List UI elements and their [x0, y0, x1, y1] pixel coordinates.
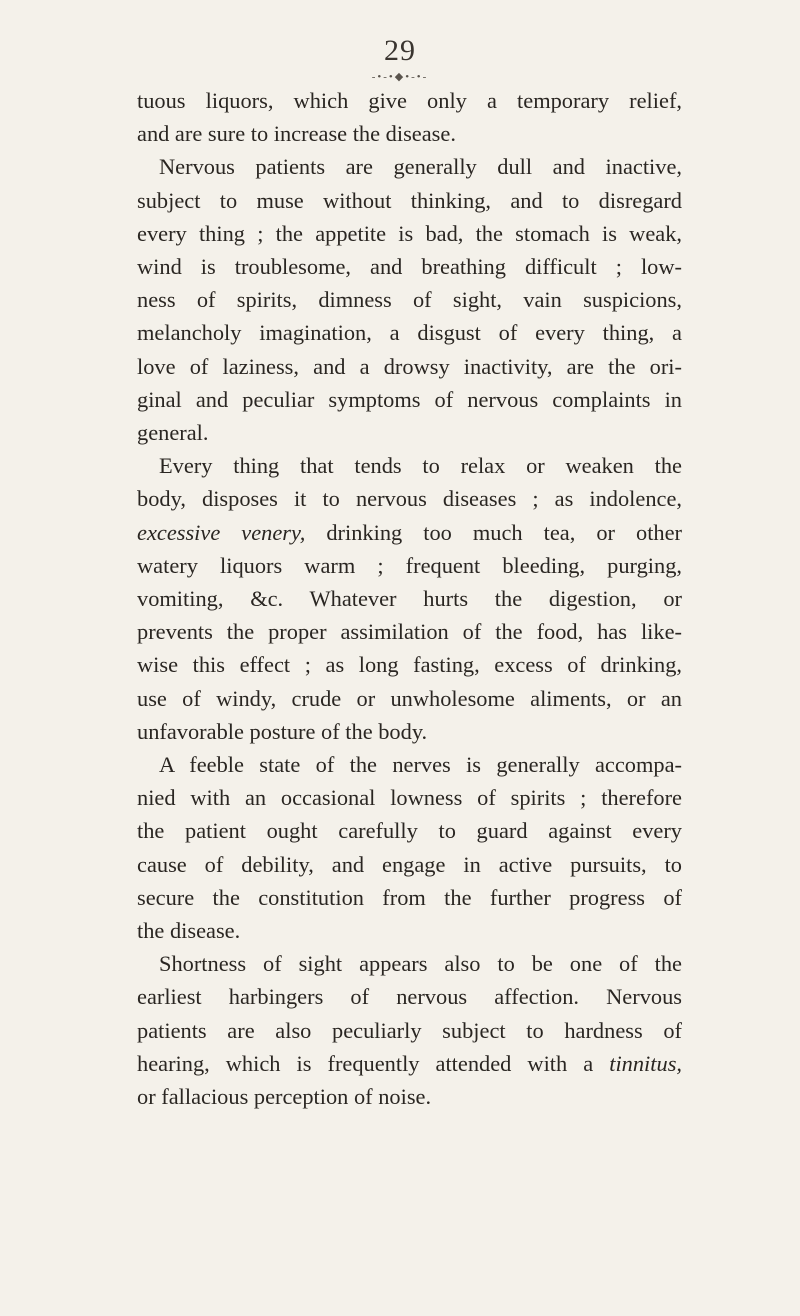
text-line: the patient ought carefully to guard against every [137, 818, 682, 844]
text-line: Shortness of sight appears also to be one of the [159, 951, 682, 977]
text-line: body, disposes it to nervous diseases ; as indolence, [137, 486, 682, 512]
text-line: unfavorable posture of the body. [137, 718, 428, 744]
text-line: ginal and peculiar symptoms of nervous complaints in [137, 386, 682, 412]
text-line: patients are also peculiarly subject to hardness of [137, 1017, 682, 1043]
text-line: prevents the proper assimilation of the food, has like- [137, 619, 682, 645]
text-line: the disease. [137, 918, 241, 944]
text-line [137, 1047, 682, 1080]
text-line: general. [137, 420, 209, 446]
italic-phrase: tinnitus, [609, 1050, 682, 1076]
italic-phrase: excessive venery, [137, 519, 306, 545]
text-line: love of laziness, and a drowsy inactivity, are the ori- [137, 353, 682, 379]
page-number: 29 [384, 34, 416, 67]
text-line: secure the constitution from the further progress of [137, 884, 682, 910]
text-line: and are sure to increase the disease. [137, 121, 456, 147]
text-line: nied with an occasional lowness of spirits ; therefore [137, 785, 682, 811]
text-line: ness of spirits, dimness of sight, vain suspicions, [137, 287, 682, 313]
text-line: Nervous patients are generally dull and inactive, [159, 154, 682, 180]
text-line: earliest harbingers of nervous affection. Nervous [137, 984, 682, 1010]
text-line: or fallacious perception of noise. [137, 1084, 432, 1110]
text-line: tuous liquors, which give only a temporary relief, [137, 88, 682, 113]
text-line: watery liquors warm ; frequent bleeding, purging, [137, 552, 682, 578]
text-line [137, 516, 682, 549]
text-line: melancholy imagination, a disgust of every thing, a [137, 320, 682, 346]
text-line: Every thing that tends to relax or weaken the [159, 453, 682, 479]
text-segment: drinking too much tea, or other [305, 519, 683, 545]
text-line: every thing ; the appetite is bad, the stomach is weak, [137, 220, 682, 246]
text-line: wise this effect ; as long fasting, excess of drinking, [137, 652, 682, 678]
body-text [137, 84, 682, 1113]
text-line: use of windy, crude or unwholesome aliments, or an [137, 685, 682, 711]
text-line: cause of debility, and engage in active pursuits, to [137, 851, 682, 877]
text-line: subject to muse without thinking, and to disregard [137, 187, 682, 213]
header-ornament: -•-•◆•-•- [371, 71, 429, 83]
text-line: vomiting, &c. Whatever hurts the digestion, or [137, 586, 682, 612]
text-line: A feeble state of the nerves is generally accompa- [159, 752, 682, 778]
text-line: wind is troublesome, and breathing difficult ; low- [137, 254, 682, 280]
text-segment: hearing, which is frequently attended with a [137, 1050, 610, 1076]
